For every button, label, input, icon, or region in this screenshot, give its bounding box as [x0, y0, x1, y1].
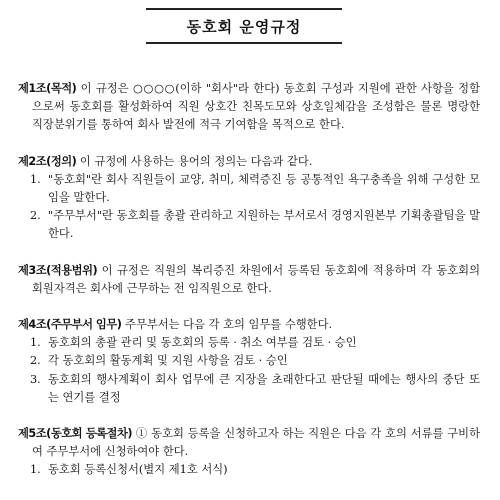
article-text: 이 규정은 직원의 복리증진 차원에서 등록된 동호회에 적용하며 각 동호회의 회원자격은 회사에 근무하는 전 임직원으로 한다.	[32, 263, 480, 295]
item-text: 동호회의 총괄 관리 및 동호회의 등록 · 취소 여부를 검토 · 승인	[48, 336, 357, 350]
article-heading: 제3조(적용범위)	[18, 263, 98, 277]
item-text: 동호회 등록신청서(별지 제1호 서식)	[48, 463, 228, 477]
title-box	[146, 8, 342, 44]
article-heading: 제5조(동호회 등록절차)	[18, 427, 133, 441]
article-2	[18, 153, 480, 244]
list-item	[18, 461, 480, 479]
article-1	[18, 80, 480, 135]
article-paragraph	[18, 80, 480, 135]
article-text: 이 규정은 ○○○○(이하 "회사"라 한다) 동호회 구성과 지원에 관한 사항을 정함으로써 동호회를 활성화하여 직원 상호간 친목도모와 상호일체감을 조성함은 물론 명랑한 직장분위기를 통하여 회사 발전에 적극 기여함을 목적으로 한다.	[32, 82, 480, 132]
item-number: 1.	[30, 463, 41, 477]
document-body	[18, 80, 480, 498]
article-paragraph	[18, 425, 480, 461]
article-paragraph	[18, 316, 480, 334]
item-text: 동호회의 행사계획이 회사 업무에 큰 지장을 초래한다고 판단될 때에는 행사의 중단 또는 연기를 결정	[48, 372, 480, 404]
document-title: 동호회 운영규정	[186, 17, 302, 36]
article-heading: 제1조(목적)	[18, 82, 77, 95]
article-text: ① 동호회 등록을 신청하고자 하는 직원은 다음 각 호의 서류를 구비하여 주무부서에 신청하여야 한다.	[32, 427, 480, 459]
item-text: 각 동호회의 활동계획 및 지원 사항을 검토 · 승인	[48, 354, 288, 368]
article-4	[18, 316, 480, 407]
article-text: 이 규정에 사용하는 용어의 정의는 다음과 같다.	[76, 154, 313, 168]
article-paragraph	[18, 153, 480, 171]
article-5	[18, 425, 480, 480]
item-text: "동호회"란 회사 직원들이 교양, 취미, 체력증진 등 공통적인 욕구충족을 위해 구성한 모임을 말한다.	[48, 172, 480, 205]
list-item	[18, 352, 480, 370]
item-number: 2.	[30, 354, 41, 368]
list-item	[18, 371, 480, 407]
article-heading: 제2조(정의)	[18, 154, 77, 168]
item-number: 1.	[30, 336, 41, 350]
item-number: 3.	[30, 372, 41, 386]
item-text: "주무부서"란 동호회를 총괄 관리하고 지원하는 부서로서 경영지원본부 기획총괄팀을 말한다.	[48, 209, 480, 241]
article-paragraph	[18, 262, 480, 298]
article-3	[18, 262, 480, 298]
article-text: 주무부서는 다음 각 호의 임무를 수행한다.	[121, 318, 333, 332]
list-item	[18, 171, 480, 207]
item-number: 2.	[30, 209, 41, 223]
article-heading: 제4조(주무부서 임무)	[18, 318, 122, 332]
list-item	[18, 334, 480, 352]
list-item	[18, 207, 480, 243]
item-number: 1.	[30, 172, 41, 186]
